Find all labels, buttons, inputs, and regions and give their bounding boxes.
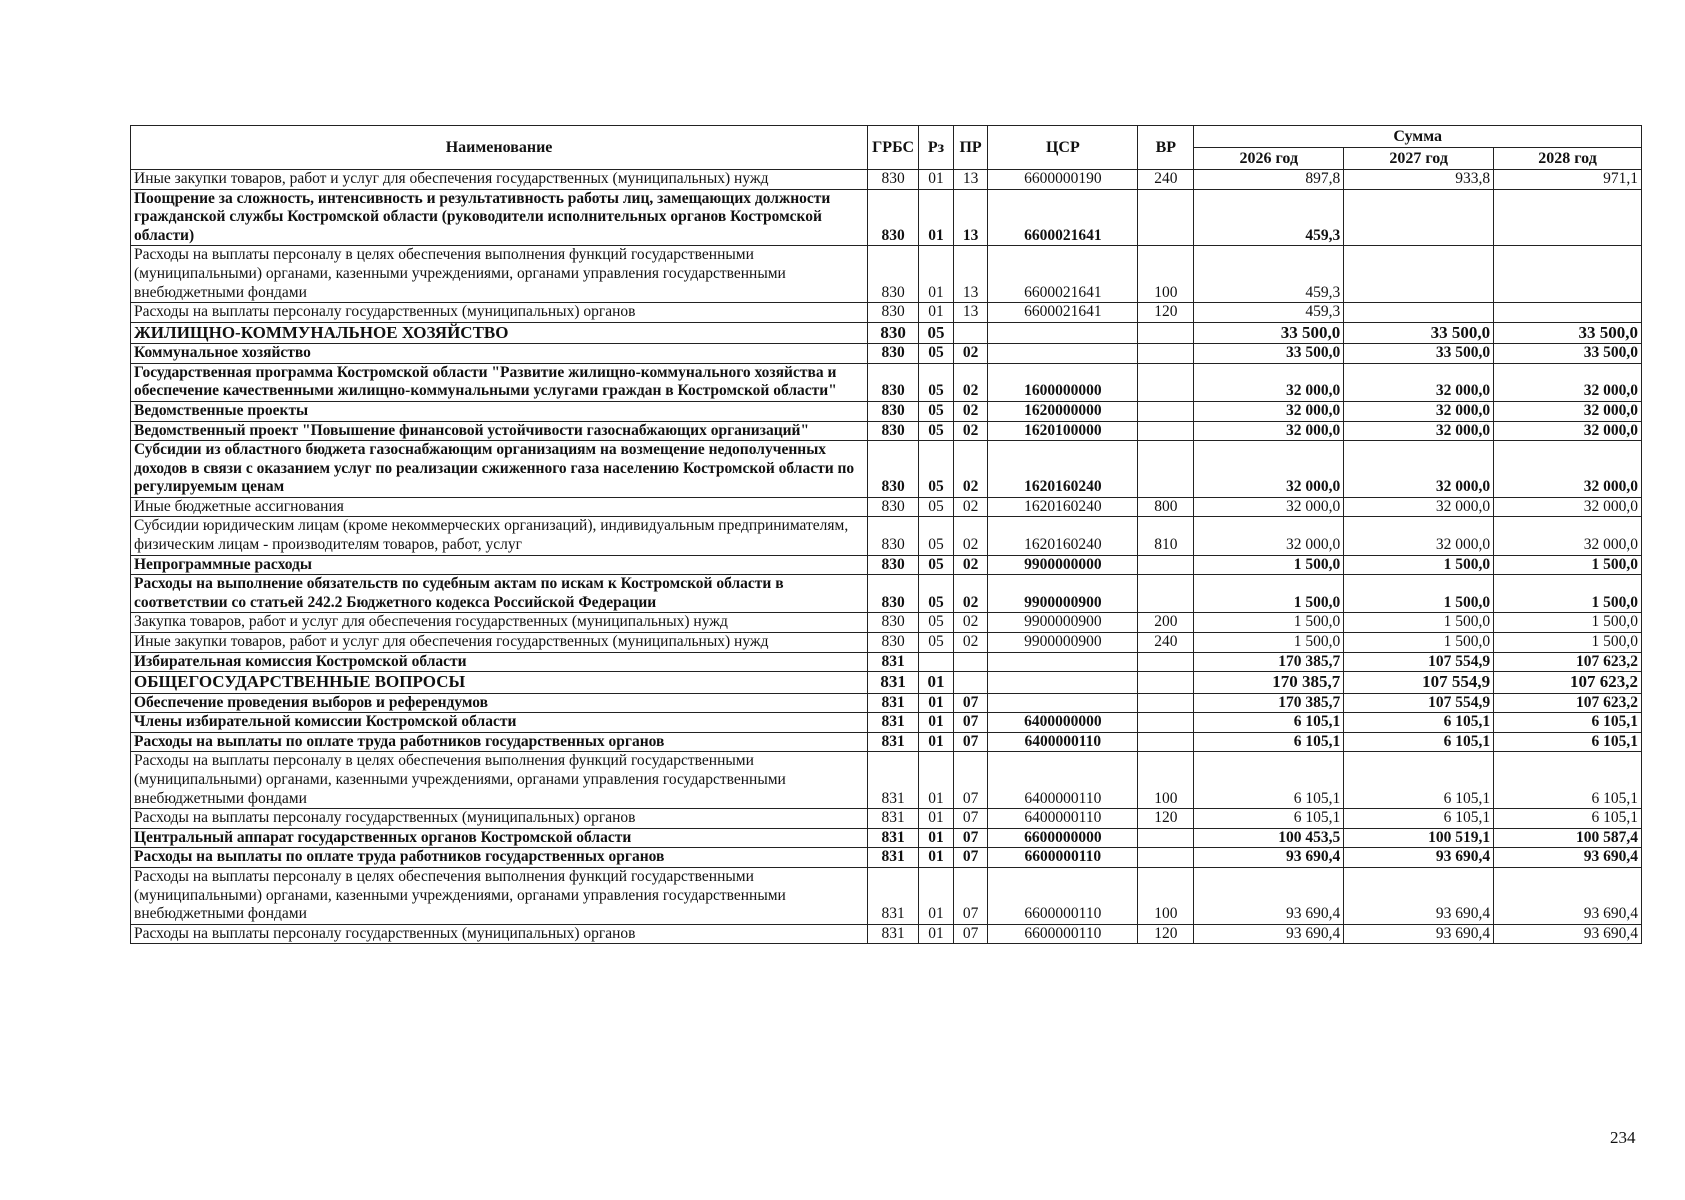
cell-rz: 01 xyxy=(919,693,954,713)
cell-sum-2028: 107 623,2 xyxy=(1494,672,1642,693)
table-row xyxy=(131,613,1642,633)
table-row xyxy=(131,693,1642,713)
cell-sum-2027: 6 105,1 xyxy=(1344,713,1494,733)
cell-csr: 9900000900 xyxy=(988,575,1138,613)
cell-sum-2027: 33 500,0 xyxy=(1344,344,1494,364)
cell-pr: 13 xyxy=(953,170,988,190)
cell-sum-2026: 6 105,1 xyxy=(1194,809,1344,829)
table-row xyxy=(131,672,1642,693)
table-row xyxy=(131,344,1642,364)
cell-grbs: 830 xyxy=(868,344,919,364)
cell-name: Иные закупки товаров, работ и услуг для обеспечения государственных (муниципальных) нужд xyxy=(131,633,868,653)
cell-sum-2028 xyxy=(1494,189,1642,246)
cell-rz: 01 xyxy=(919,867,954,924)
cell-sum-2027: 32 000,0 xyxy=(1344,441,1494,498)
cell-grbs: 831 xyxy=(868,693,919,713)
cell-rz: 05 xyxy=(919,613,954,633)
table-row xyxy=(131,322,1642,343)
cell-name: Расходы на выплаты по оплате труда работников государственных органов xyxy=(131,848,868,868)
cell-sum-2028: 33 500,0 xyxy=(1494,322,1642,343)
cell-pr: 13 xyxy=(953,303,988,323)
cell-sum-2028 xyxy=(1494,303,1642,323)
cell-vr xyxy=(1138,555,1194,575)
cell-rz: 01 xyxy=(919,809,954,829)
cell-rz: 01 xyxy=(919,189,954,246)
cell-vr xyxy=(1138,713,1194,733)
cell-sum-2027: 6 105,1 xyxy=(1344,752,1494,809)
cell-pr: 02 xyxy=(953,517,988,555)
cell-rz: 01 xyxy=(919,924,954,944)
cell-vr: 100 xyxy=(1138,867,1194,924)
cell-sum-2027: 1 500,0 xyxy=(1344,613,1494,633)
table-row xyxy=(131,828,1642,848)
cell-csr: 6600021641 xyxy=(988,189,1138,246)
cell-rz: 05 xyxy=(919,421,954,441)
cell-name: Государственная программа Костромской области "Развитие жилищно-коммунального хозяйства и обеспечение качественными жилищно-коммунальными услугами граждан в Костромской области" xyxy=(131,363,868,401)
cell-sum-2027: 32 000,0 xyxy=(1344,421,1494,441)
cell-vr xyxy=(1138,421,1194,441)
cell-pr: 07 xyxy=(953,828,988,848)
cell-name: Члены избирательной комиссии Костромской области xyxy=(131,713,868,733)
header-pr: ПР xyxy=(953,126,988,170)
cell-name: Закупка товаров, работ и услуг для обеспечения государственных (муниципальных) нужд xyxy=(131,613,868,633)
cell-csr xyxy=(988,344,1138,364)
cell-sum-2027 xyxy=(1344,246,1494,303)
cell-sum-2026: 93 690,4 xyxy=(1194,848,1344,868)
cell-sum-2027: 107 554,9 xyxy=(1344,693,1494,713)
cell-pr: 07 xyxy=(953,752,988,809)
cell-name: Центральный аппарат государственных органов Костромской области xyxy=(131,828,868,848)
cell-name: Поощрение за сложность, интенсивность и результативность работы лиц, замещающих должности гражданской службы Костромской области (руководители исполнительных органов Костромской области) xyxy=(131,189,868,246)
table-row xyxy=(131,401,1642,421)
header-year-2028: 2028 год xyxy=(1494,148,1642,170)
table-row xyxy=(131,713,1642,733)
cell-pr: 13 xyxy=(953,246,988,303)
cell-sum-2027: 33 500,0 xyxy=(1344,322,1494,343)
cell-grbs: 830 xyxy=(868,303,919,323)
cell-vr: 120 xyxy=(1138,924,1194,944)
cell-sum-2026: 897,8 xyxy=(1194,170,1344,190)
cell-name: Расходы на выплаты персоналу государственных (муниципальных) органов xyxy=(131,809,868,829)
cell-vr xyxy=(1138,322,1194,343)
cell-sum-2027: 93 690,4 xyxy=(1344,924,1494,944)
cell-csr: 6600000110 xyxy=(988,848,1138,868)
cell-sum-2027: 933,8 xyxy=(1344,170,1494,190)
cell-grbs: 830 xyxy=(868,401,919,421)
cell-pr: 07 xyxy=(953,693,988,713)
cell-csr: 6600000110 xyxy=(988,867,1138,924)
cell-sum-2027: 32 000,0 xyxy=(1344,497,1494,517)
cell-csr: 6600000110 xyxy=(988,924,1138,944)
cell-grbs: 830 xyxy=(868,189,919,246)
budget-table xyxy=(130,125,1642,944)
cell-sum-2027: 107 554,9 xyxy=(1344,652,1494,672)
cell-csr: 1600000000 xyxy=(988,363,1138,401)
cell-sum-2026: 33 500,0 xyxy=(1194,322,1344,343)
cell-grbs: 830 xyxy=(868,555,919,575)
cell-vr xyxy=(1138,441,1194,498)
cell-csr: 6600000000 xyxy=(988,828,1138,848)
cell-csr: 6400000110 xyxy=(988,732,1138,752)
cell-rz: 01 xyxy=(919,246,954,303)
cell-csr xyxy=(988,322,1138,343)
cell-csr: 6600021641 xyxy=(988,246,1138,303)
cell-rz: 05 xyxy=(919,344,954,364)
cell-csr: 6600021641 xyxy=(988,303,1138,323)
cell-pr: 02 xyxy=(953,344,988,364)
cell-sum-2028: 1 500,0 xyxy=(1494,555,1642,575)
cell-name: Иные закупки товаров, работ и услуг для обеспечения государственных (муниципальных) нужд xyxy=(131,170,868,190)
cell-vr xyxy=(1138,828,1194,848)
table-row xyxy=(131,189,1642,246)
cell-sum-2028: 93 690,4 xyxy=(1494,924,1642,944)
cell-grbs: 830 xyxy=(868,613,919,633)
cell-rz: 05 xyxy=(919,575,954,613)
table-row xyxy=(131,517,1642,555)
cell-csr: 6400000000 xyxy=(988,713,1138,733)
cell-name: ЖИЛИЩНО-КОММУНАЛЬНОЕ ХОЗЯЙСТВО xyxy=(131,322,868,343)
cell-pr: 07 xyxy=(953,924,988,944)
cell-pr: 02 xyxy=(953,555,988,575)
cell-csr xyxy=(988,672,1138,693)
cell-csr: 1620160240 xyxy=(988,517,1138,555)
cell-rz: 01 xyxy=(919,732,954,752)
cell-name: Обеспечение проведения выборов и референдумов xyxy=(131,693,868,713)
cell-pr: 07 xyxy=(953,848,988,868)
table-row xyxy=(131,303,1642,323)
cell-grbs: 830 xyxy=(868,363,919,401)
cell-sum-2026: 33 500,0 xyxy=(1194,344,1344,364)
cell-pr: 02 xyxy=(953,575,988,613)
table-row xyxy=(131,867,1642,924)
cell-sum-2028: 6 105,1 xyxy=(1494,713,1642,733)
cell-rz: 01 xyxy=(919,672,954,693)
cell-csr: 9900000900 xyxy=(988,633,1138,653)
cell-sum-2026: 32 000,0 xyxy=(1194,363,1344,401)
table-row xyxy=(131,497,1642,517)
cell-rz: 01 xyxy=(919,303,954,323)
cell-sum-2028: 32 000,0 xyxy=(1494,363,1642,401)
cell-sum-2026: 93 690,4 xyxy=(1194,924,1344,944)
cell-grbs: 830 xyxy=(868,575,919,613)
cell-csr: 1620160240 xyxy=(988,441,1138,498)
cell-name: Расходы на выплаты персоналу в целях обеспечения выполнения функций государственными (муниципальными) органами, казенными учреждениями, органами управления государственными внебюджетными фондами xyxy=(131,867,868,924)
cell-rz: 01 xyxy=(919,828,954,848)
cell-pr: 13 xyxy=(953,189,988,246)
table-row xyxy=(131,441,1642,498)
cell-sum-2028: 6 105,1 xyxy=(1494,752,1642,809)
table-row xyxy=(131,575,1642,613)
cell-vr: 100 xyxy=(1138,246,1194,303)
cell-sum-2027 xyxy=(1344,303,1494,323)
header-csr: ЦСР xyxy=(988,126,1138,170)
table-body xyxy=(131,170,1642,944)
cell-pr: 02 xyxy=(953,497,988,517)
cell-grbs: 830 xyxy=(868,633,919,653)
cell-csr: 1620160240 xyxy=(988,497,1138,517)
cell-sum-2028: 32 000,0 xyxy=(1494,497,1642,517)
cell-vr: 810 xyxy=(1138,517,1194,555)
cell-vr xyxy=(1138,363,1194,401)
cell-grbs: 831 xyxy=(868,867,919,924)
cell-pr: 07 xyxy=(953,732,988,752)
cell-grbs: 830 xyxy=(868,421,919,441)
cell-pr: 02 xyxy=(953,613,988,633)
cell-sum-2026: 100 453,5 xyxy=(1194,828,1344,848)
cell-sum-2028: 32 000,0 xyxy=(1494,401,1642,421)
cell-sum-2026: 32 000,0 xyxy=(1194,517,1344,555)
cell-vr: 200 xyxy=(1138,613,1194,633)
cell-sum-2028 xyxy=(1494,246,1642,303)
table-row xyxy=(131,633,1642,653)
cell-csr: 9900000000 xyxy=(988,555,1138,575)
cell-rz: 05 xyxy=(919,555,954,575)
table-row xyxy=(131,809,1642,829)
cell-pr: 02 xyxy=(953,441,988,498)
cell-rz: 05 xyxy=(919,633,954,653)
cell-sum-2026: 459,3 xyxy=(1194,246,1344,303)
cell-sum-2028: 33 500,0 xyxy=(1494,344,1642,364)
cell-grbs: 830 xyxy=(868,517,919,555)
cell-name: Расходы на выплаты персоналу в целях обеспечения выполнения функций государственными (муниципальными) органами, казенными учреждениями, органами управления государственными внебюджетными фондами xyxy=(131,246,868,303)
cell-vr: 120 xyxy=(1138,303,1194,323)
cell-grbs: 831 xyxy=(868,672,919,693)
cell-grbs: 831 xyxy=(868,848,919,868)
table-row xyxy=(131,170,1642,190)
cell-grbs: 831 xyxy=(868,828,919,848)
cell-name: Ведомственные проекты xyxy=(131,401,868,421)
cell-sum-2028: 93 690,4 xyxy=(1494,848,1642,868)
cell-rz xyxy=(919,652,954,672)
cell-sum-2027: 1 500,0 xyxy=(1344,575,1494,613)
cell-name: Расходы на выплаты персоналу государственных (муниципальных) органов xyxy=(131,303,868,323)
cell-sum-2028: 107 623,2 xyxy=(1494,693,1642,713)
cell-sum-2027: 1 500,0 xyxy=(1344,555,1494,575)
cell-vr xyxy=(1138,189,1194,246)
cell-sum-2026: 170 385,7 xyxy=(1194,693,1344,713)
cell-grbs: 831 xyxy=(868,752,919,809)
cell-sum-2028: 1 500,0 xyxy=(1494,613,1642,633)
cell-vr xyxy=(1138,344,1194,364)
cell-pr: 07 xyxy=(953,867,988,924)
header-year-2027: 2027 год xyxy=(1344,148,1494,170)
page-number: 234 xyxy=(1610,1128,1636,1147)
cell-sum-2028: 93 690,4 xyxy=(1494,867,1642,924)
cell-sum-2028: 6 105,1 xyxy=(1494,809,1642,829)
cell-sum-2027: 93 690,4 xyxy=(1344,867,1494,924)
cell-grbs: 830 xyxy=(868,497,919,517)
cell-pr: 07 xyxy=(953,809,988,829)
cell-vr: 800 xyxy=(1138,497,1194,517)
header-name: Наименование xyxy=(131,126,868,170)
cell-vr: 100 xyxy=(1138,752,1194,809)
header-vr: ВР xyxy=(1138,126,1194,170)
cell-csr xyxy=(988,693,1138,713)
cell-pr: 02 xyxy=(953,633,988,653)
cell-csr: 9900000900 xyxy=(988,613,1138,633)
cell-vr xyxy=(1138,652,1194,672)
cell-sum-2027: 32 000,0 xyxy=(1344,401,1494,421)
cell-pr xyxy=(953,672,988,693)
cell-name: Субсидии юридическим лицам (кроме некоммерческих организаций), индивидуальным предпринимателям, физическим лицам - производителям товаров, работ, услуг xyxy=(131,517,868,555)
cell-pr: 02 xyxy=(953,421,988,441)
cell-vr xyxy=(1138,401,1194,421)
cell-grbs: 831 xyxy=(868,732,919,752)
cell-rz: 05 xyxy=(919,363,954,401)
cell-name: Расходы на выплаты персоналу в целях обеспечения выполнения функций государственными (муниципальными) органами, казенными учреждениями, органами управления государственными внебюджетными фондами xyxy=(131,752,868,809)
cell-name: Расходы на выплаты по оплате труда работников государственных органов xyxy=(131,732,868,752)
cell-name: Непрограммные расходы xyxy=(131,555,868,575)
cell-name: Избирательная комиссия Костромской области xyxy=(131,652,868,672)
cell-name: Иные бюджетные ассигнования xyxy=(131,497,868,517)
cell-pr xyxy=(953,652,988,672)
cell-rz: 01 xyxy=(919,752,954,809)
table-row xyxy=(131,246,1642,303)
cell-vr xyxy=(1138,575,1194,613)
cell-grbs: 831 xyxy=(868,809,919,829)
table-row xyxy=(131,752,1642,809)
cell-name: Ведомственный проект "Повышение финансовой устойчивости газоснабжающих организаций" xyxy=(131,421,868,441)
cell-grbs: 830 xyxy=(868,170,919,190)
cell-sum-2027 xyxy=(1344,189,1494,246)
cell-sum-2027: 32 000,0 xyxy=(1344,363,1494,401)
cell-csr: 1620100000 xyxy=(988,421,1138,441)
cell-sum-2026: 1 500,0 xyxy=(1194,633,1344,653)
cell-sum-2028: 100 587,4 xyxy=(1494,828,1642,848)
header-rz: Рз xyxy=(919,126,954,170)
cell-vr xyxy=(1138,732,1194,752)
table-row xyxy=(131,555,1642,575)
cell-vr: 120 xyxy=(1138,809,1194,829)
cell-pr: 02 xyxy=(953,401,988,421)
cell-sum-2026: 459,3 xyxy=(1194,303,1344,323)
cell-sum-2026: 32 000,0 xyxy=(1194,401,1344,421)
cell-name: ОБЩЕГОСУДАРСТВЕННЫЕ ВОПРОСЫ xyxy=(131,672,868,693)
table-header xyxy=(131,126,1642,170)
cell-vr: 240 xyxy=(1138,633,1194,653)
cell-sum-2026: 1 500,0 xyxy=(1194,613,1344,633)
cell-sum-2026: 6 105,1 xyxy=(1194,732,1344,752)
cell-vr: 240 xyxy=(1138,170,1194,190)
cell-sum-2026: 1 500,0 xyxy=(1194,555,1344,575)
cell-sum-2026: 6 105,1 xyxy=(1194,752,1344,809)
cell-rz: 01 xyxy=(919,713,954,733)
cell-rz: 05 xyxy=(919,441,954,498)
cell-name: Коммунальное хозяйство xyxy=(131,344,868,364)
cell-pr xyxy=(953,322,988,343)
cell-sum-2027: 6 105,1 xyxy=(1344,732,1494,752)
cell-sum-2027: 107 554,9 xyxy=(1344,672,1494,693)
cell-csr: 6400000110 xyxy=(988,809,1138,829)
cell-grbs: 830 xyxy=(868,322,919,343)
cell-name: Расходы на выплаты персоналу государственных (муниципальных) органов xyxy=(131,924,868,944)
table-row xyxy=(131,421,1642,441)
cell-name: Расходы на выполнение обязательств по судебным актам по искам к Костромской области в соответствии со статьей 242.2 Бюджетного кодекса Российской Федерации xyxy=(131,575,868,613)
cell-vr xyxy=(1138,848,1194,868)
cell-grbs: 830 xyxy=(868,441,919,498)
cell-sum-2028: 1 500,0 xyxy=(1494,575,1642,613)
cell-rz: 01 xyxy=(919,848,954,868)
table-row xyxy=(131,363,1642,401)
cell-rz: 05 xyxy=(919,517,954,555)
cell-sum-2026: 32 000,0 xyxy=(1194,421,1344,441)
cell-sum-2027: 6 105,1 xyxy=(1344,809,1494,829)
cell-sum-2027: 93 690,4 xyxy=(1344,848,1494,868)
cell-sum-2028: 107 623,2 xyxy=(1494,652,1642,672)
cell-csr xyxy=(988,652,1138,672)
cell-grbs: 831 xyxy=(868,924,919,944)
cell-sum-2026: 1 500,0 xyxy=(1194,575,1344,613)
cell-sum-2027: 32 000,0 xyxy=(1344,517,1494,555)
cell-sum-2027: 1 500,0 xyxy=(1344,633,1494,653)
cell-sum-2028: 6 105,1 xyxy=(1494,732,1642,752)
cell-sum-2028: 32 000,0 xyxy=(1494,517,1642,555)
cell-grbs: 830 xyxy=(868,246,919,303)
header-sum: Сумма xyxy=(1194,126,1642,148)
cell-pr: 02 xyxy=(953,363,988,401)
cell-grbs: 831 xyxy=(868,652,919,672)
cell-vr xyxy=(1138,693,1194,713)
cell-vr xyxy=(1138,672,1194,693)
table-row xyxy=(131,732,1642,752)
table-row xyxy=(131,924,1642,944)
cell-sum-2027: 100 519,1 xyxy=(1344,828,1494,848)
cell-sum-2028: 32 000,0 xyxy=(1494,421,1642,441)
header-year-2026: 2026 год xyxy=(1194,148,1344,170)
cell-name: Субсидии из областного бюджета газоснабжающим организациям на возмещение недополученных доходов в связи с оказанием услуг по реализации сжиженного газа населению Костромской области по регулируемым ценам xyxy=(131,441,868,498)
cell-sum-2026: 170 385,7 xyxy=(1194,652,1344,672)
cell-csr: 6600000190 xyxy=(988,170,1138,190)
cell-grbs: 831 xyxy=(868,713,919,733)
cell-sum-2026: 32 000,0 xyxy=(1194,441,1344,498)
cell-sum-2028: 32 000,0 xyxy=(1494,441,1642,498)
cell-rz: 05 xyxy=(919,497,954,517)
cell-sum-2026: 459,3 xyxy=(1194,189,1344,246)
cell-rz: 05 xyxy=(919,322,954,343)
table-row xyxy=(131,652,1642,672)
cell-sum-2026: 32 000,0 xyxy=(1194,497,1344,517)
cell-sum-2028: 1 500,0 xyxy=(1494,633,1642,653)
cell-sum-2028: 971,1 xyxy=(1494,170,1642,190)
cell-sum-2026: 6 105,1 xyxy=(1194,713,1344,733)
header-grbs: ГРБС xyxy=(868,126,919,170)
cell-sum-2026: 170 385,7 xyxy=(1194,672,1344,693)
table-row xyxy=(131,848,1642,868)
cell-csr: 1620000000 xyxy=(988,401,1138,421)
cell-csr: 6400000110 xyxy=(988,752,1138,809)
cell-rz: 01 xyxy=(919,170,954,190)
cell-sum-2026: 93 690,4 xyxy=(1194,867,1344,924)
cell-rz: 05 xyxy=(919,401,954,421)
cell-pr: 07 xyxy=(953,713,988,733)
